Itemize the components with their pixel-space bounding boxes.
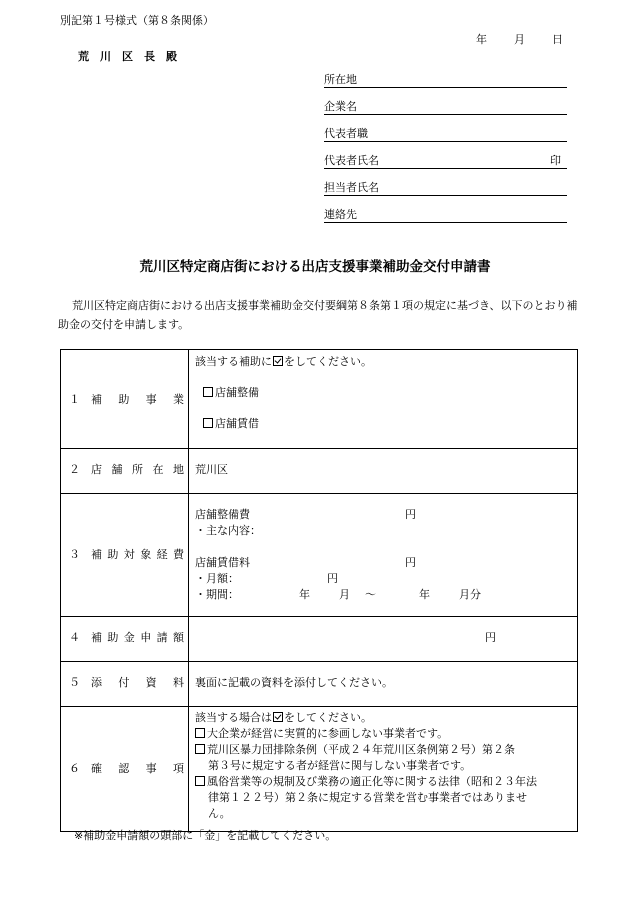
row6-content xyxy=(189,707,578,832)
row3-number: ３ xyxy=(69,548,80,561)
row1-instruction-post: をしてください。 xyxy=(284,355,372,368)
rep-name-label: 代表者氏名 xyxy=(324,154,379,167)
option-store-rent[interactable] xyxy=(203,417,259,431)
period-tilde: ～ xyxy=(365,588,376,601)
period-label: ・期間： xyxy=(195,588,239,601)
confirm-item-large-company[interactable] xyxy=(195,727,448,741)
checkbox-icon[interactable] xyxy=(203,387,213,397)
main-content-label: ・主な内容： xyxy=(195,524,261,537)
row-store-location xyxy=(61,449,578,494)
document-title: 荒川区特定商店街における出店支援事業補助金交付申請書 xyxy=(139,259,491,275)
maintenance-cost-yen: 円 xyxy=(405,508,416,521)
monthly-yen: 円 xyxy=(327,572,338,585)
row2-header xyxy=(61,449,189,494)
row1-instruction-pre: 該当する補助に xyxy=(195,355,272,368)
confirm-item-antigang[interactable] xyxy=(195,743,515,757)
maintenance-cost-label: 店舗整備費 xyxy=(195,508,250,521)
attachments-note: 裏面に記載の資料を添付してください。 xyxy=(195,676,393,689)
confirm-item-antigang-line1: 荒川区暴力団排除条例（平成２４年荒川区条例第２号）第２条 xyxy=(207,743,515,756)
store-location-value: 荒川区 xyxy=(195,463,228,476)
row6-number: ６ xyxy=(69,762,80,775)
confirm-item-antigang-line2: 第３号に規定する者が経営に関与しない事業者です。 xyxy=(208,759,472,772)
row6-instruction-pre: 該当する場合は xyxy=(195,711,272,724)
date-year-label: 年 xyxy=(476,33,487,46)
date-month-label: 月 xyxy=(514,33,525,46)
seal-mark: 印 xyxy=(550,154,561,167)
row2-number: ２ xyxy=(69,463,80,476)
row1-instruction xyxy=(195,355,372,369)
row6-instruction xyxy=(195,711,372,725)
confirm-item-adult-business-line1: 風俗営業等の規制及び業務の適正化等に関する法律（昭和２３年法 xyxy=(207,775,537,788)
rep-name-field[interactable] xyxy=(324,154,567,169)
contact-person-field[interactable] xyxy=(324,181,567,196)
period-year-start: 年 xyxy=(299,588,310,601)
row3-content[interactable] xyxy=(189,494,578,617)
row1-number: １ xyxy=(69,393,80,406)
checkbox-icon[interactable] xyxy=(195,776,205,786)
confirm-item-large-company-text: 大企業が経営に実質的に参画しない事業者です。 xyxy=(207,727,449,740)
checkbox-icon[interactable] xyxy=(195,744,205,754)
row5-number: ５ xyxy=(69,676,80,689)
intro-paragraph: 荒川区特定商店街における出店支援事業補助金交付要綱第８条第１項の規定に基づき、以下のとおり補助金の交付を申請します。 xyxy=(58,299,578,331)
period-month-start: 月 xyxy=(339,588,350,601)
address-label: 所在地 xyxy=(324,73,357,86)
form-number: 別記第１号様式（第８条関係） xyxy=(60,14,214,27)
row5-content xyxy=(189,662,578,707)
subsidy-amount-yen: 円 xyxy=(485,631,496,644)
row4-header xyxy=(61,617,189,662)
monthly-label: ・月額： xyxy=(195,572,239,585)
row4-label: 補助金申請額 xyxy=(91,631,184,644)
row6-instruction-post: をしてください。 xyxy=(284,711,372,724)
contact-person-label: 担当者氏名 xyxy=(324,181,379,194)
row3-label: 補助対象経費 xyxy=(91,548,184,561)
row-attachments xyxy=(61,662,578,707)
option-store-maintenance-label: 店舗整備 xyxy=(215,386,259,399)
row5-label: 添付資料 xyxy=(91,676,184,689)
row1-header xyxy=(61,350,189,449)
footnote: ※補助金申請額の頭部に「金」を記載してください。 xyxy=(74,829,337,842)
contact-label: 連絡先 xyxy=(324,208,357,221)
address-field[interactable] xyxy=(324,73,567,88)
option-store-maintenance[interactable] xyxy=(203,386,259,400)
row-eligible-expenses xyxy=(61,494,578,617)
confirm-item-adult-business[interactable] xyxy=(195,775,537,789)
checked-box-icon xyxy=(273,712,283,722)
checked-box-icon xyxy=(273,356,283,366)
period-month-end: 月分 xyxy=(459,588,481,601)
application-table xyxy=(60,349,578,832)
rent-cost-yen: 円 xyxy=(405,556,416,569)
date-day-label: 日 xyxy=(552,33,563,46)
addressee: 荒川区長殿 xyxy=(78,50,188,63)
row1-content xyxy=(189,350,578,449)
row-subsidy-amount xyxy=(61,617,578,662)
option-store-rent-label: 店舗賃借 xyxy=(215,417,259,430)
row2-content[interactable] xyxy=(189,449,578,494)
company-field[interactable] xyxy=(324,100,567,115)
period-year-end: 年 xyxy=(419,588,430,601)
row-confirmation xyxy=(61,707,578,832)
checkbox-icon[interactable] xyxy=(195,728,205,738)
row6-header xyxy=(61,707,189,832)
row1-label: 補助事業 xyxy=(91,393,184,406)
checkbox-icon[interactable] xyxy=(203,418,213,428)
confirm-item-adult-business-line3: ん。 xyxy=(208,807,231,820)
row3-header xyxy=(61,494,189,617)
row-subsidy-project xyxy=(61,350,578,449)
row6-label: 確認事項 xyxy=(91,762,184,775)
row2-label: 店舗所在地 xyxy=(91,463,184,476)
rep-title-field[interactable] xyxy=(324,127,567,142)
row4-number: ４ xyxy=(69,631,80,644)
row5-header xyxy=(61,662,189,707)
company-label: 企業名 xyxy=(324,100,357,113)
confirm-item-adult-business-line2: 律第１２２号）第２条に規定する営業を営む事業者ではありませ xyxy=(208,791,527,804)
contact-field[interactable] xyxy=(324,208,567,223)
rent-cost-label: 店舗賃借料 xyxy=(195,556,250,569)
rep-title-label: 代表者職 xyxy=(324,127,368,140)
row4-content[interactable] xyxy=(189,617,578,662)
